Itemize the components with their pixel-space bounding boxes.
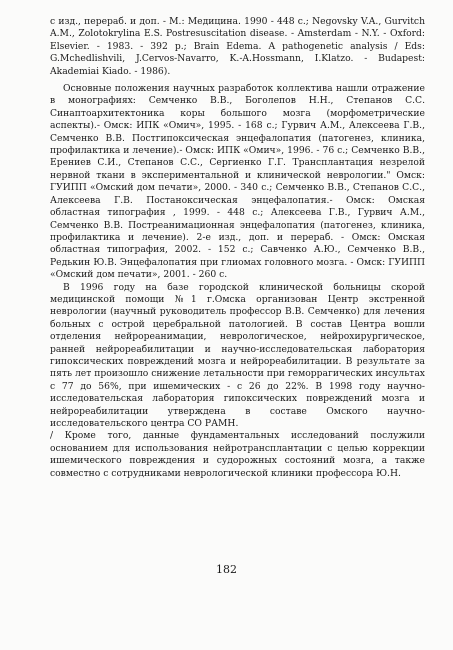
paragraph-neurotransplantation: / Кроме того, данные фундаментальных исследований послужили основанием для использования нейротрансплантации с целью коррекции ишемического повреждения и судорожных состояний мозга, а также совместно с сотрудниками неврологической клиники профессора Ю.Н.	[50, 430, 425, 479]
page-number: 182	[216, 563, 237, 576]
paragraph-monographs: Основные положения научных разработок коллектива нашли отражение в монографиях: Семченко В.В., Боголепов Н.Н., Степанов С.С. Синаптоархитектоника коры большого мозга (морфометрические аспекты).- Омск: ИПК «Омич», 1995. - 168 с.; Гурвич А.М., Алексеева Г.В., Семченко В.В. Постгипоксическая энцефалопатия (патогенез, клиника, профилактика и лечение).- Омск: ИПК «Омич», 1996. - 76 с.; Семченко В.В., Ерениев С.И., Степанов С.С., Сергиенко Г.Г. Трансплантация незрелой нервной ткани в экспериментальной и клинической неврологии." Омск: ГУИПП «Омский дом печати», 2000. - 340 с.; Семченко В.В., Степанов С.С., Алексеева Г.В. Постаноксическая энцефалопатия.- Омск: Омская областная типография , 1999. - 448 с.; Алексеева Г.В., Гурвич А.М., Семченко В.В. Постреанимационная энцефалопатия (патогенез, клиника, профилактика и лечение). 2-е изд., доп. и перераб. - Омск: Омская областная типография, 2002. - 152 с.; Савченко А.Ю., Семченко В.В., Редькин Ю.В. Энцефалопатия при глиомах головного мозга. - Омск: ГУИПП «Омский дом печати», 2001. - 260 с.	[50, 83, 425, 281]
paragraph-references-continued: с изд., перераб. и доп. - М.: Медицина. 1990 - 448 с.; Negovsky V.A., Gurvitch A.M., Zolotokrylina E.S. Postresuscitation disease. - Amsterdam - N.Y. - Oxford: Elsevier. - 1983. - 392 p.; Brain Edema. A pathogenetic analysis / Eds: G.Mchedlishvili, J.Cervos-Navarro, K.-A.Hossmann, I.Klatzo. - Budapest: Akademiai Kiado. - 1986).	[50, 16, 425, 77]
paragraph-neurology-center: В 1996 году на базе городской клинической больницы скорой медицинской помощи №1 г.Омска организован Центр экстренной неврологии (научный руководитель профессор В.В. Семченко) для лечения больных с острой церебральной патологией. В состав Центра вошли отделения нейрореанимации, неврологическое, нейрохирургическое, ранней нейрореабилитации и научно-исследовательская лаборатория гипоксических повреждений мозга и нейрореабилитации. В результате за пять лет произошло снижение летальности при геморрагических инсультах с 77 до 56%, при ишемических - с 26 до 22%. В 1998 году научно-исследовательская лаборатория гипоксических повреждений мозга и нейрореабилитации утверждена в составе Омского научно-исследовательского центра СО РАМН.	[50, 281, 425, 429]
